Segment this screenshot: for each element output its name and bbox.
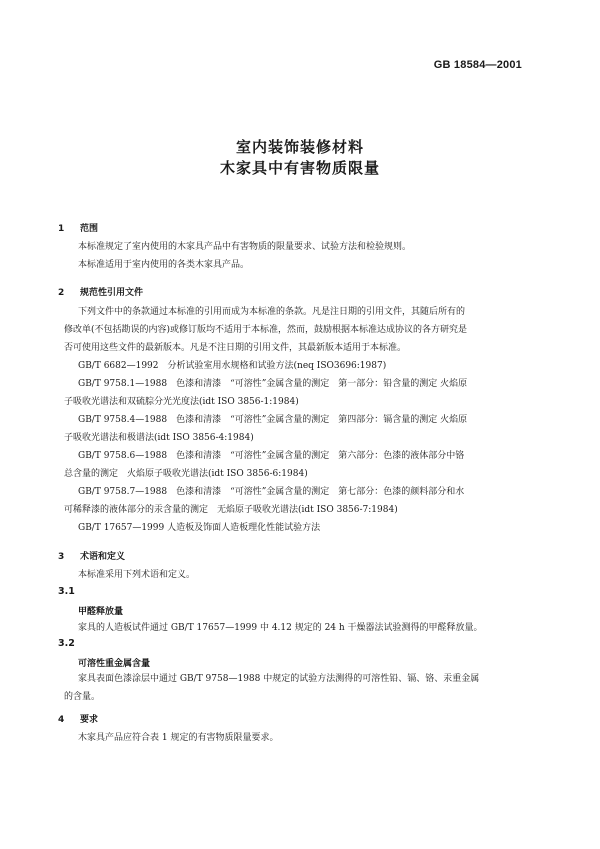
paragraph-line: 否可使用这些文件的最新版本。凡是不注日期的引用文件，其最新版本适用于本标准。 [64, 343, 407, 353]
section-title: 范围 [80, 224, 99, 234]
reference-line: GB/T 9758.1—1988 色漆和清漆 “可溶性”金属含量的测定 第一部分：铅含量的测定 火焰原 [78, 379, 468, 389]
reference-line: 总含量的测定 火焰原子吸收光谱法(idt ISO 3856-6:1984) [64, 469, 308, 479]
reference-line: GB/T 6682—1992 分析试验室用水规格和试验方法(neq ISO3696:1987) [78, 361, 387, 371]
section-number: 4 [58, 715, 65, 725]
section-title: 术语和定义 [80, 552, 126, 562]
section-3-heading [58, 549, 125, 562]
paragraph-line: 修改单(不包括勘误的内容)或修订版均不适用于本标准，然而，鼓励根据本标准达成协议的各方研究是 [64, 325, 468, 335]
section-title: 要求 [80, 715, 99, 725]
section-4-heading [58, 712, 98, 725]
reference-line: GB/T 17657—1999 人造板及饰面人造板理化性能试验方法 [78, 523, 321, 533]
document-title-line1: 室内装饰装修材料 [235, 138, 364, 156]
section-number: 3 [58, 552, 65, 562]
subsection-3-1-number: 3.1 [58, 586, 75, 597]
subsection-3-2-number: 3.2 [58, 638, 75, 649]
reference-line: 子吸收光谱法和极谱法(idt ISO 3856-4:1984) [64, 433, 254, 443]
paragraph-line: 下列文件中的条款通过本标准的引用而成为本标准的条款。凡是注日期的引用文件，其随后所有的 [78, 307, 466, 317]
section-number: 2 [58, 288, 65, 298]
definition-line: 家具表面色漆涂层中通过 GB/T 9758—1988 中规定的试验方法测得的可溶性铅、镉、铬、汞重金属 [78, 674, 480, 684]
reference-line: GB/T 9758.6—1988 色漆和清漆 “可溶性”金属含量的测定 第六部分：色漆的液体部分中铬 [78, 451, 465, 461]
definition-line: 家具的人造板试件通过 GB/T 17657—1999 中 4.12 规定的 24 h 干燥器法试验测得的甲醛释放量。 [78, 623, 483, 633]
term-soluble-heavy-metals: 可溶性重金属含量 [78, 659, 151, 669]
reference-line: 子吸收光谱法和双硫腙分光光度法(idt ISO 3856-1:1984) [64, 397, 299, 407]
section-1-heading [58, 221, 98, 234]
reference-line: GB/T 9758.7—1988 色漆和清漆 “可溶性”金属含量的测定 第七部分：色漆的颜料部分和水 [78, 487, 465, 497]
document-title-line2: 木家具中有害物质限量 [219, 159, 380, 177]
definition-line: 的含量。 [64, 692, 101, 702]
paragraph-line: 本标准适用于室内使用的各类木家具产品。 [78, 260, 250, 270]
reference-line: 可稀释漆的液体部分的汞含量的测定 无焰原子吸收光谱法(idt ISO 3856-7:1984) [64, 505, 398, 515]
section-number: 1 [58, 224, 65, 234]
section-2-heading [58, 285, 143, 298]
paragraph-line: 本标准规定了室内使用的木家具产品中有害物质的限量要求、试验方法和检验规则。 [78, 242, 412, 252]
term-formaldehyde-emission: 甲醛释放量 [78, 607, 124, 617]
reference-line: GB/T 9758.4—1988 色漆和清漆 “可溶性”金属含量的测定 第四部分：镉含量的测定 火焰原 [78, 415, 468, 425]
paragraph-line: 本标准采用下列术语和定义。 [78, 570, 196, 580]
paragraph-line: 木家具产品应符合表 1 规定的有害物质限量要求。 [78, 733, 279, 743]
section-title: 规范性引用文件 [80, 288, 144, 298]
standard-code: GB 18584—2001 [433, 59, 522, 71]
